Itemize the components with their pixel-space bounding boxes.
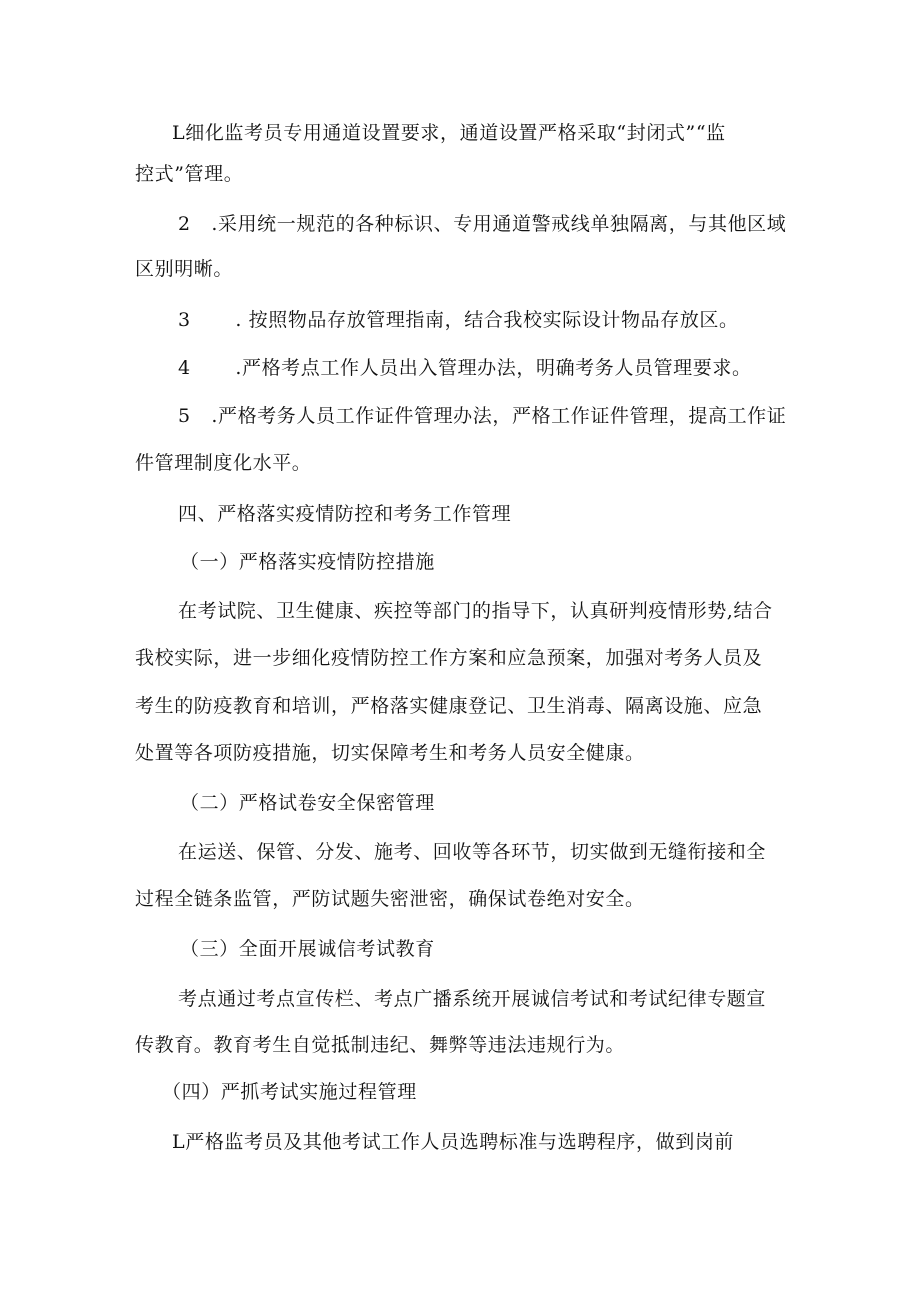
paragraph-line: 传教育。教育考生自觉抵制违纪、舞弊等违法违规行为。 (135, 1034, 626, 1056)
paragraph-line: 在考试院、卫生健康、疾控等部门的指导下，认真研判疫情形势,结合 (178, 600, 773, 622)
paragraph-line: 过程全链条监管，严防试题失密泄密，确保试卷绝对安全。 (135, 888, 645, 910)
paragraph-line: 处置等各项防疫措施，切实保障考生和考务人员安全健康。 (135, 742, 645, 764)
paragraph-line: L细化监考员专用通道设置要求，通道设置严格采取“封闭式”“监 (172, 122, 726, 144)
subsection-heading: （一）严格落实疫情防控措施 (180, 551, 435, 573)
paragraph-line (178, 212, 786, 236)
paragraph-line (178, 308, 739, 332)
paragraph-line: 控式”管理。 (135, 163, 244, 185)
list-number: 2 (178, 213, 191, 235)
list-text: . 按照物品存放管理指南，结合我校实际设计物品存放区。 (235, 309, 739, 331)
subsection-heading: （二）严格试卷安全保密管理 (180, 792, 435, 814)
paragraph-line (178, 404, 786, 428)
list-text: .严格考点工作人员出入管理办法，明确考务人员管理要求。 (235, 357, 752, 379)
paragraph-line: 我校实际，进一步细化疫情防控工作方案和应急预案，加强对考务人员及 (135, 647, 763, 669)
paragraph-line: 件管理制度化水平。 (135, 452, 312, 474)
paragraph-line: 考生的防疫教育和培训，严格落实健康登记、卫生消毒、隔离设施、应急 (135, 695, 763, 717)
paragraph-line: 在运送、保管、分发、施考、回收等各环节，切实做到无缝衔接和全 (178, 841, 767, 863)
section-heading: 四、严格落实疫情防控和考务工作管理 (178, 503, 512, 525)
list-text: .采用统一规范的各种标识、专用通道警戒线单独隔离，与其他区域 (211, 213, 787, 235)
subsection-heading: （三）全面开展诚信考试教育 (180, 938, 435, 960)
paragraph-line: 考点通过考点宣传栏、考点广播系统开展诚信考试和考试纪律专题宣 (178, 988, 767, 1010)
list-number: 4 (178, 357, 191, 379)
paragraph-line: 区别明晰。 (135, 258, 234, 280)
paragraph-line: L严格监考员及其他考试工作人员选聘标准与选聘程序，做到岗前 (172, 1131, 735, 1153)
subsection-heading: （四）严抓考试实施过程管理 (162, 1081, 417, 1103)
list-number: 5 (178, 405, 191, 427)
list-number: 3 (178, 309, 191, 331)
paragraph-line (178, 356, 752, 380)
list-text: .严格考务人员工作证件管理办法，严格工作证件管理，提高工作证 (211, 405, 787, 427)
